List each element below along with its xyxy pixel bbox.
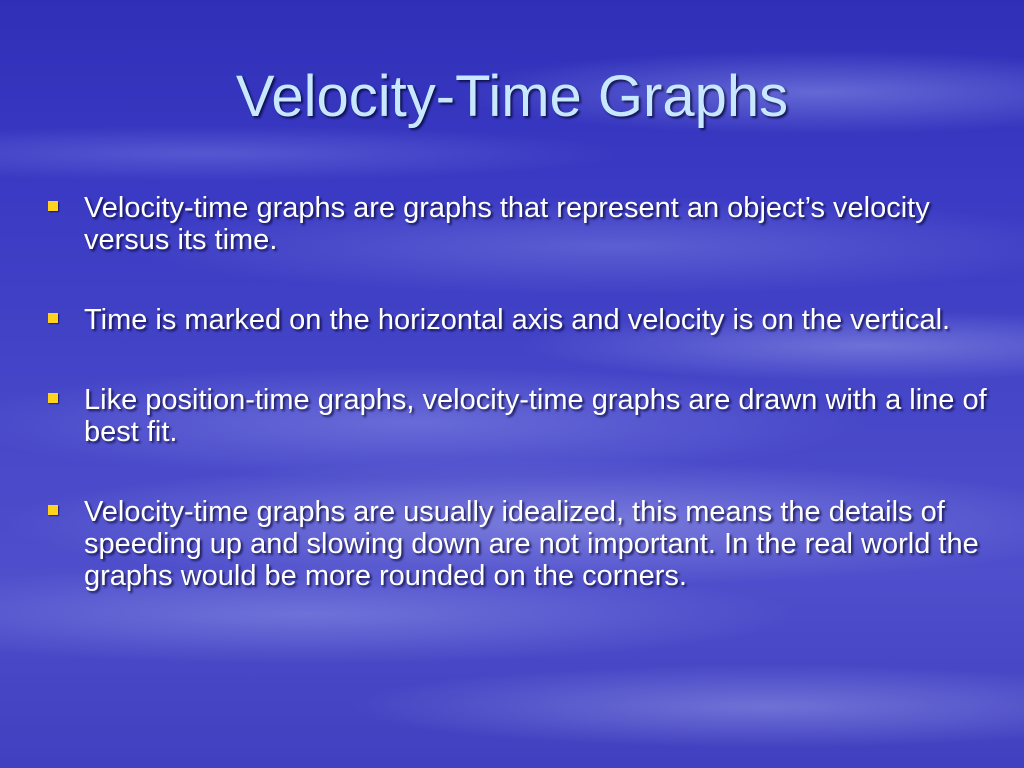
- bullet-item: [44, 496, 994, 592]
- bullet-item: [44, 384, 994, 448]
- bullet-text: Time is marked on the horizontal axis and velocity is on the vertical.: [84, 304, 951, 336]
- square-bullet-icon: [48, 393, 58, 403]
- bullet-text: Velocity-time graphs are graphs that represent an object’s velocity versus its time.: [84, 192, 930, 256]
- bullet-list: [44, 192, 994, 640]
- bullet-item: [44, 192, 994, 256]
- bullet-item: [44, 304, 994, 336]
- square-bullet-icon: [48, 201, 58, 211]
- slide-title: Velocity-Time Graphs: [235, 64, 789, 129]
- square-bullet-icon: [48, 505, 58, 515]
- bullet-text: Velocity-time graphs are usually idealized, this means the details of speeding up and slowing down are not important. In the real world the graphs would be more rounded on the corners.: [84, 496, 979, 592]
- bullet-text: Like position-time graphs, velocity-time graphs are drawn with a line of best fit.: [84, 384, 987, 448]
- square-bullet-icon: [48, 313, 58, 323]
